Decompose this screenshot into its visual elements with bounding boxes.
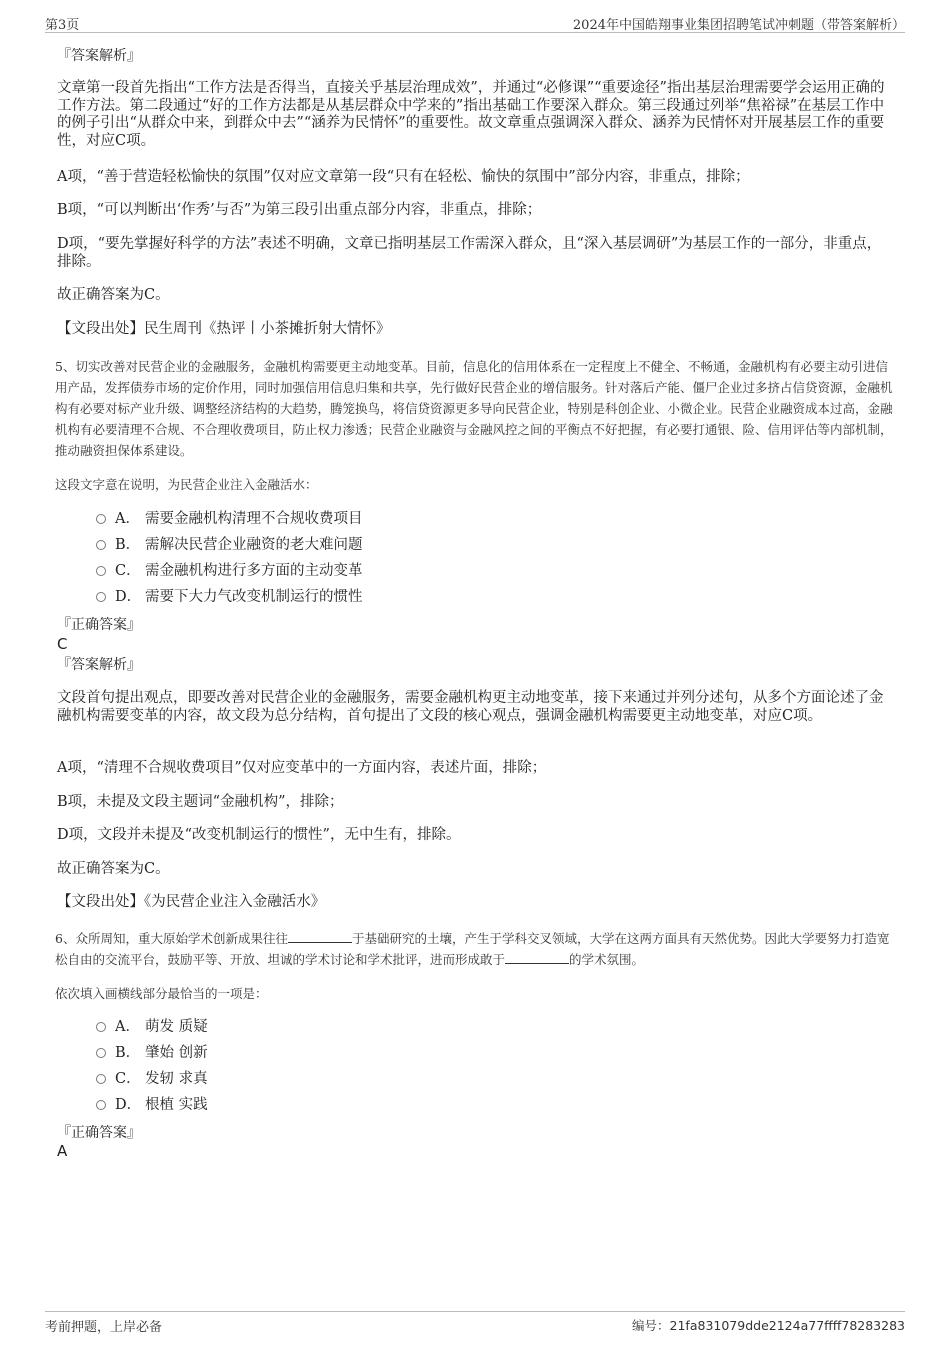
radio-icon[interactable] xyxy=(96,1074,106,1084)
q5-analysis-option-b: B项，未提及文段主题词“金融机构”，排除； xyxy=(57,794,344,810)
radio-icon[interactable] xyxy=(96,592,106,602)
document-title: 2024年中国皓翔事业集团招聘笔试冲刺题（带答案解析） xyxy=(572,18,905,33)
q6-option-c[interactable]: C． 发轫 求真 xyxy=(96,1068,208,1090)
q5-question: 这段文字意在说明，为民营企业注入金融活水： xyxy=(55,477,318,492)
q4-analysis-option-b: B项，“可以判断出‘作秀’与否”为第三段引出重点部分内容，非重点，排除； xyxy=(57,202,542,218)
fill-blank-1 xyxy=(288,930,352,943)
q6-option-b[interactable]: B． 肇始 创新 xyxy=(96,1042,208,1064)
q4-analysis-option-a: A项，“善于营造轻松愉快的氛围”仅对应文章第一段“只有在轻松、愉快的氛围中”部分内容，非重点，排除； xyxy=(57,169,750,185)
document-code: 编号：21fa831079dde2124a77ffff78283283 xyxy=(632,1318,905,1333)
q5-stem: 5、切实改善对民营企业的金融服务，金融机构需要更主动地变革。目前，信息化的信用体系在一定程度上不健全、不畅通，金融机构有必要主动引进信用产品，发挥债券市场的定价作用，同时加强信用信息归集和共享，先行做好民营企业的增信服务。针对落后产能、僵尸企业过多挤占信贷资源，金融机构有必要对标产业升级、调整经济结构的大趋势，腾笼换鸟，将信贷资源更多导向民营企业，特别是科创企业、小微企业。民营企业融资成本过高，金融机构有必要清理不合规、不合理收费项目，防止权力渗透；民营企业融资与金融风控之间的平衡点不好把握，有必要打通银、险、信用评估等内部机制，推动融资担保体系建设。 xyxy=(55,359,893,458)
q4-conclusion: 故正确答案为C。 xyxy=(57,287,170,303)
radio-icon[interactable] xyxy=(96,1048,106,1058)
q5-analysis-option-a: A项，“清理不合规收费项目”仅对应变革中的一方面内容，表述片面，排除； xyxy=(57,760,547,776)
q5-analysis-paragraph: 文段首句提出观点，即要改善对民营企业的金融服务，需要金融机构更主动地变革，接下来通过并列分述句，从多个方面论述了金融机构需要变革的内容，故文段为总分结构，首句提出了文段的核心观点，强调金融机构需要更主动地变革，对应C项。 xyxy=(57,690,884,724)
radio-icon[interactable] xyxy=(96,1022,106,1032)
q6-option-d[interactable]: D． 根植 实践 xyxy=(96,1094,208,1116)
q5-option-b[interactable]: B． 需解决民营企业融资的老大难问题 xyxy=(96,534,363,556)
q6-answer: A xyxy=(57,1142,68,1160)
q6-question: 依次填入画横线部分最恰当的一项是： xyxy=(55,986,268,1001)
page-header xyxy=(45,12,905,33)
q4-source: 【文段出处】民生周刊《热评丨小茶摊折射大情怀》 xyxy=(57,321,391,337)
q5-answer: C xyxy=(57,635,68,653)
q6-stem: 6、众所周知，重大原始学术创新成果往往 于基础研究的土壤，产生于学科交叉领域，大学在这两方面具有天然优势。因此大学要努力打造宽松自由的交流平台，鼓励平等、开放、坦诚的学术讨论和学术批评，进而形成敢于 的学术氛围。 xyxy=(55,931,890,967)
q4-analysis-title: 『答案解析』 xyxy=(57,48,141,64)
radio-icon[interactable] xyxy=(96,1100,106,1110)
q6-answer-title: 『正确答案』 xyxy=(57,1125,141,1141)
page-number: 第3页 xyxy=(45,18,80,33)
q5-option-c[interactable]: C． 需金融机构进行多方面的主动变革 xyxy=(96,560,363,582)
footer-slogan: 考前押题，上岸必备 xyxy=(45,1320,163,1335)
radio-icon[interactable] xyxy=(96,514,106,524)
fill-blank-2 xyxy=(505,951,569,964)
radio-icon[interactable] xyxy=(96,566,106,576)
q4-analysis-option-d: D项，“要先掌握好科学的方法”表述不明确，文章已指明基层工作需深入群众，且“深入基层调研”为基层工作的一部分，非重点，排除。 xyxy=(57,236,882,270)
q5-answer-title: 『正确答案』 xyxy=(57,617,141,633)
q6-option-a[interactable]: A． 萌发 质疑 xyxy=(96,1016,208,1038)
radio-icon[interactable] xyxy=(96,540,106,550)
q5-analysis-option-d: D项，文段并未提及“改变机制运行的惯性”，无中生有，排除。 xyxy=(57,827,461,843)
page-footer xyxy=(45,1311,905,1334)
q5-option-a[interactable]: A． 需要金融机构清理不合规收费项目 xyxy=(96,508,363,530)
q5-option-d[interactable]: D． 需要下大力气改变机制运行的惯性 xyxy=(96,586,363,608)
q5-conclusion: 故正确答案为C。 xyxy=(57,861,170,877)
q5-source: 【文段出处】《为民营企业注入金融活水》 xyxy=(57,894,326,910)
q5-analysis-title: 『答案解析』 xyxy=(57,657,141,673)
q4-analysis-paragraph: 文章第一段首先指出“工作方法是否得当，直接关乎基层治理成效”，并通过“必修课”“重要途径”指出基层治理需要学会运用正确的工作方法。第二段通过“好的工作方法都是从基层群众中学来的”指出基础工作要深入群众。第三段通过列举“焦裕禄”在基层工作中的例子引出“从群众中来，到群众中去”“涵养为民情怀”的重要性。故文章重点强调深入群众、涵养为民情怀对开展基层工作的重要性，对应C项。 xyxy=(57,80,885,149)
